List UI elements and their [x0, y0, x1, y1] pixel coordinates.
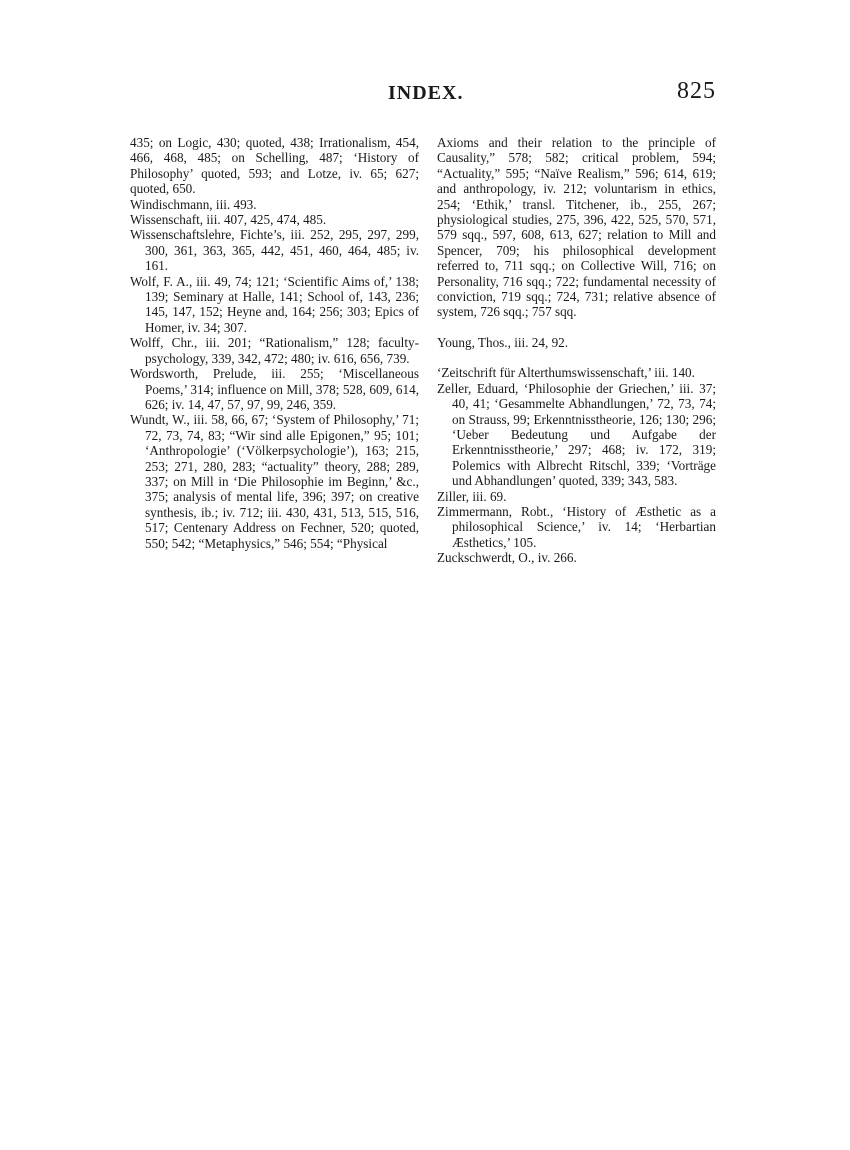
- index-column-left: [130, 135, 419, 551]
- index-column-right: [437, 135, 716, 566]
- index-entry: Wolff, Chr., iii. 201; “Rationalism,” 128; faculty-psychology, 339, 342, 472; 480; iv. 616, 656, 739.: [130, 335, 419, 366]
- index-entry: Wolf, F. A., iii. 49, 74; 121; ‘Scientific Aims of,’ 138; 139; Seminary at Halle, 141; School of, 143, 236; 145, 147, 152; Heyne and, 164; 256; 303; Epics of Homer, iv. 34; 307.: [130, 273, 419, 335]
- index-entry: Wordsworth, Prelude, iii. 255; ‘Miscellaneous Poems,’ 314; influence on Mill, 378; 528, 609, 614, 626; iv. 14, 47, 57, 97, 99, 246, 359.: [130, 366, 419, 412]
- index-entry: Zuckschwerdt, O., iv. 266.: [437, 550, 577, 566]
- index-entry: Windischmann, iii. 493.: [130, 196, 257, 212]
- index-entry: Axioms and their relation to the principle of Causality,” 578; 582; critical problem, 594; “Actuality,” 595; “Naïve Realism,” 596; 614, 619; and anthropology, iv. 212; voluntarism in ethics, 254; ‘Ethik,’ transl. Titchener, ib., 255, 267; physiological studies, 275, 396, 422, 525, 570, 571, 579 sqq., 597, 608, 613, 627; relation to Mill and Spencer, 709; his philosophical development referred to, 711 sqq.; on Collective Will, 716; on Personality, 716 sqq.; 722; fundamental necessity of conviction, 719 sqq.; 724, 731; relative absence of system, 726 sqq.; 757 sqq.: [437, 135, 716, 320]
- index-entry: ‘Zeitschrift für Alterthumswissenschaft,’ iii. 140.: [437, 365, 695, 381]
- index-entry: Young, Thos., iii. 24, 92.: [437, 334, 569, 350]
- index-entry: Zimmermann, Robt., ‘History of Æsthetic as a philosophical Science,’ iv. 14; ‘Herbartian Æsthetics,’ 105.: [437, 503, 716, 550]
- index-entry: Wissenschaftslehre, Fichte’s, iii. 252, 295, 297, 299, 300, 361, 363, 365, 442, 451, 460, 464, 485; iv. 161.: [130, 227, 419, 274]
- page-title: INDEX.: [388, 82, 464, 104]
- index-entry: Wissenschaft, iii. 407, 425, 474, 485.: [130, 212, 327, 228]
- index-entry: Zeller, Eduard, ‘Philosophie der Griechen,’ iii. 37; 40, 41; ‘Gesammelte Abhandlungen,’ 72, 73, 74; on Strauss, 99; Erkenntnisstheorie, 126; 130; 296; ‘Ueber Bedeutung und Aufgabe der Erkenntnisstheorie,’ 297; 468; iv. 172, 319; Polemics with Albrecht Ritschl, 339; ‘Vorträge und Abhandlungen’ quoted, 339; 343, 583.: [437, 380, 716, 489]
- index-entry: Wundt, W., iii. 58, 66, 67; ‘System of Philosophy,’ 71; 72, 73, 74, 83; “Wir sind alle Epigonen,” 95; 101; ‘Anthropologie’ (‘Völkerpsychologie’), 163; 215, 253; 271, 280, 283; “actuality” theory, 288; 289, 337; on Mill in ‘Die Philosophie im Beginn,’ &c., 375; analysis of mental life, 396; 397; on creative synthesis, ib.; iv. 712; iii. 430, 431, 513, 515, 516, 517; Centenary Address on Fechner, 520; quoted, 550; 542; “Metaphysics,” 546; 554; “Physical: [130, 412, 419, 551]
- index-entry: 435; on Logic, 430; quoted, 438; Irrationalism, 454, 466, 468, 485; on Schelling, 487; ‘History of Philosophy’ quoted, 593; and Lotze, iv. 65; 627; quoted, 650.: [130, 135, 419, 197]
- page-number: 825: [677, 78, 716, 104]
- index-entry: Ziller, iii. 69.: [437, 488, 507, 504]
- running-header: [130, 78, 716, 108]
